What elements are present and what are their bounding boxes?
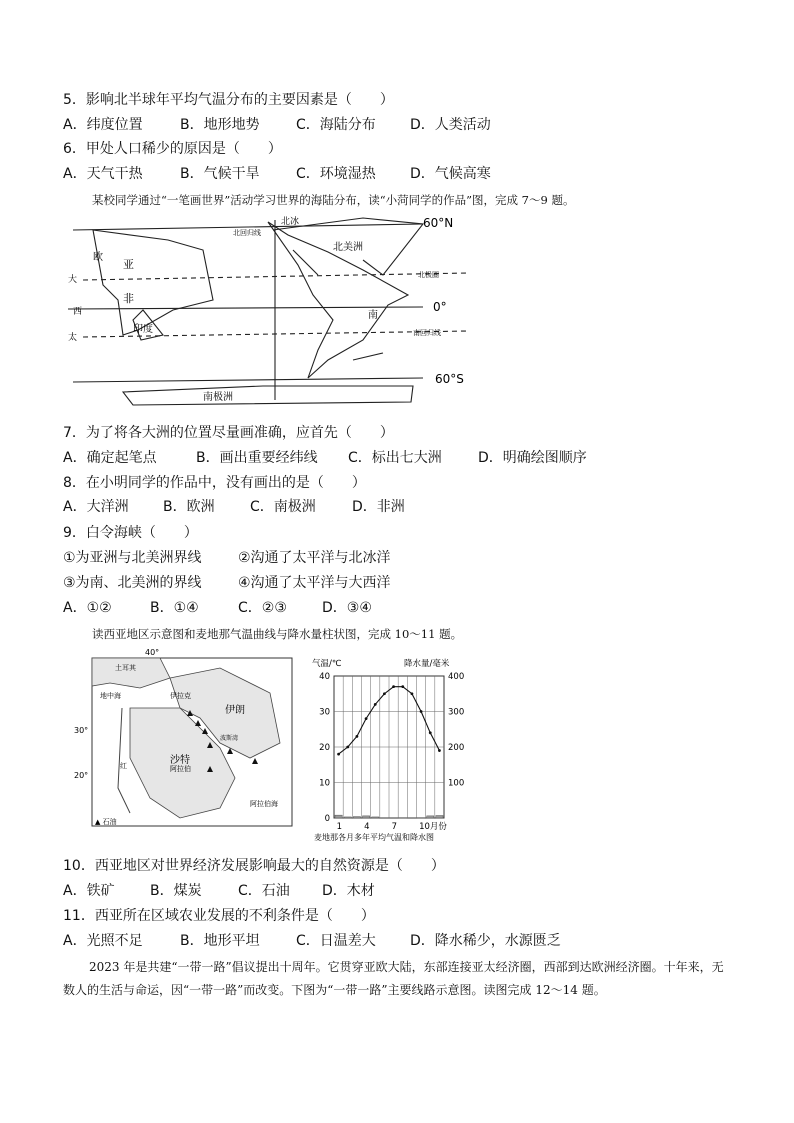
q11-option-c[interactable]: C．日温差大	[296, 933, 376, 949]
q9-statement-1: ①为亚洲与北美洲界线	[63, 550, 202, 566]
legend-oil: ▲ 石油	[95, 818, 117, 826]
temp-point	[429, 731, 432, 734]
q10-option-b[interactable]: B．煤炭	[150, 883, 202, 899]
equator-line	[68, 307, 423, 309]
q11-option-d[interactable]: D．降水稀少，水源匮乏	[410, 933, 561, 949]
temp-point	[411, 692, 414, 695]
right-tick: 400	[448, 672, 465, 682]
left-tick: 20	[319, 743, 330, 753]
q10-stem: 10．西亚地区对世界经济发展影响最大的自然资源是（ ）	[63, 858, 445, 874]
x-tick: 10月份	[419, 822, 447, 832]
left-tick: 30	[319, 707, 330, 718]
lon-40-label: 40°	[145, 648, 160, 657]
red-sea-label: 红	[120, 762, 127, 770]
q11-option-b[interactable]: B．地形平坦	[180, 933, 260, 949]
europe-label: 欧	[93, 252, 103, 263]
precip-bar	[353, 817, 360, 818]
q9-statement-3: ③为南、北美洲的界线	[63, 575, 202, 591]
iran-label: 伊朗	[225, 705, 245, 716]
q9-statement-2: ②沟通了太平洋与北冰洋	[238, 550, 391, 566]
ylabel-left: 气温/℃	[312, 659, 342, 669]
precip-bar	[436, 816, 443, 818]
q6-option-b[interactable]: B．气候干旱	[180, 166, 260, 182]
indian-ocean-label: 印度	[133, 324, 153, 335]
north-america-label: 北美洲	[333, 242, 363, 253]
q10-option-a[interactable]: A．铁矿	[63, 883, 115, 899]
right-tick: 300	[448, 707, 465, 718]
pacific-label: 太	[68, 333, 78, 343]
q5-option-c[interactable]: C．海陆分布	[296, 117, 376, 133]
climate-chart	[308, 650, 478, 845]
right-tick: 200	[448, 743, 465, 753]
passage-12-14: 2023 年是共建“一带一路”倡议提出十周年。它贯穿亚欧大陆，东部连接亚太经济圈，西部到达欧洲经济圈。十年来，无数人的生活与命运，因“一带一路”而改变。下图为“一带一路”主要线路示意图。读图完成 12～14 题。	[63, 960, 724, 997]
q9-option-a[interactable]: A．①②	[63, 600, 112, 616]
q9-statement-4: ④沟通了太平洋与大西洋	[238, 575, 391, 591]
arctic-circle-label: 北极圈	[418, 271, 439, 279]
arabian-sea-label: 阿拉伯海	[250, 800, 278, 808]
turkey-label: 土耳其	[115, 664, 136, 672]
chart-title: 麦地那各月多年平均气温和降水图	[314, 833, 434, 842]
west-asia-map	[70, 648, 298, 833]
q7-option-d[interactable]: D．明确绘图顺序	[478, 450, 587, 466]
small-mark-label: 大	[68, 275, 78, 285]
right-tick: 100	[448, 778, 465, 789]
antarctica-label: 南极洲	[203, 392, 233, 403]
q5-stem: 5．影响北半球年平均气温分布的主要因素是（ ）	[63, 92, 394, 108]
precip-bar	[335, 815, 342, 818]
world-sketch-figure	[63, 210, 473, 415]
parallel-60s	[73, 378, 423, 382]
temp-point	[365, 717, 368, 720]
left-tick: 0	[324, 814, 330, 824]
west-label: 西	[73, 307, 83, 317]
antarctica-outline	[123, 386, 413, 405]
lat-20-label: 20°	[74, 771, 89, 780]
lat-60s-label: 60°S	[435, 372, 464, 386]
arab-label: 阿拉伯	[170, 765, 191, 773]
africa-label: 非	[123, 292, 134, 305]
q7-option-a[interactable]: A．确定起笔点	[63, 450, 157, 466]
temp-point	[337, 753, 340, 756]
q5-option-b[interactable]: B．地形地势	[180, 117, 260, 133]
x-tick: 4	[364, 822, 370, 832]
x-tick: 1	[336, 822, 343, 832]
q8-option-a[interactable]: A．大洋洲	[63, 499, 129, 515]
q10-option-d[interactable]: D．木材	[322, 883, 375, 899]
q8-option-d[interactable]: D．非洲	[352, 499, 405, 515]
q9-option-b[interactable]: B．①④	[150, 600, 199, 616]
q5-option-d[interactable]: D．人类活动	[410, 117, 491, 133]
intro-7-9: 某校同学通过“一笔画世界”活动学习世界的海陆分布，读“小菏同学的作品”图，完成 7～9 题。	[92, 193, 575, 207]
precip-bar	[427, 816, 434, 818]
q8-option-b[interactable]: B．欧洲	[163, 499, 215, 515]
temp-point	[374, 703, 377, 706]
temp-point	[438, 749, 441, 752]
asia-label: 亚	[123, 258, 134, 271]
q7-option-c[interactable]: C．标出七大洲	[348, 450, 442, 466]
africa-outline	[93, 230, 213, 335]
temp-point	[346, 746, 349, 749]
beibing-label: 北冰	[281, 217, 300, 227]
q9-option-c[interactable]: C．②③	[238, 600, 287, 616]
temp-point	[401, 685, 404, 688]
q7-stem: 7．为了将各大洲的位置尽量画准确，应首先（ ）	[63, 425, 394, 441]
q9-stem: 9．白令海峡（ ）	[63, 525, 198, 541]
tropic-cancer-label: 北回归线	[233, 229, 261, 237]
temp-point	[420, 710, 423, 713]
q11-option-a[interactable]: A．光照不足	[63, 933, 143, 949]
q8-option-c[interactable]: C．南极洲	[250, 499, 316, 515]
x-tick: 7	[391, 822, 398, 832]
temp-point	[392, 685, 395, 688]
q6-option-a[interactable]: A．天气干热	[63, 166, 143, 182]
q7-option-b[interactable]: B．画出重要经纬线	[196, 450, 318, 466]
south-america-label: 南	[368, 310, 378, 321]
precip-bar	[344, 817, 351, 818]
route-arrow-2	[353, 353, 383, 360]
lat-30-label: 30°	[74, 726, 89, 735]
temp-point	[383, 692, 386, 695]
q6-stem: 6．甲处人口稀少的原因是（ ）	[63, 141, 282, 157]
temp-point	[356, 735, 359, 738]
q9-option-d[interactable]: D．③④	[322, 600, 372, 616]
intro-10-11: 读西亚地区示意图和麦地那气温曲线与降水量柱状图，完成 10～11 题。	[92, 627, 463, 641]
precip-bar	[363, 816, 370, 818]
q6-option-d[interactable]: D．气候高寒	[410, 166, 491, 182]
med-label: 地中海	[100, 692, 121, 700]
q5-option-a[interactable]: A．纬度位置	[63, 117, 143, 133]
left-tick: 40	[319, 672, 330, 682]
q11-stem: 11．西亚所在区域农业发展的不利条件是（ ）	[63, 908, 375, 924]
left-tick: 10	[319, 778, 330, 789]
q6-option-c[interactable]: C．环境湿热	[296, 166, 376, 182]
precip-bar	[372, 817, 379, 818]
saudi-label: 沙特	[170, 755, 190, 766]
iraq-label: 伊拉克	[170, 692, 191, 700]
tropic-label: 南回归线	[413, 329, 441, 337]
lat-60n-label: 60°N	[423, 216, 454, 230]
q8-stem: 8．在小明同学的作品中，没有画出的是（ ）	[63, 475, 366, 491]
persian-gulf-label: 波斯湾	[220, 735, 239, 742]
lat-0-label: 0°	[433, 300, 447, 314]
q10-option-c[interactable]: C．石油	[238, 883, 290, 899]
ylabel-right: 降水量/毫米	[404, 659, 450, 669]
